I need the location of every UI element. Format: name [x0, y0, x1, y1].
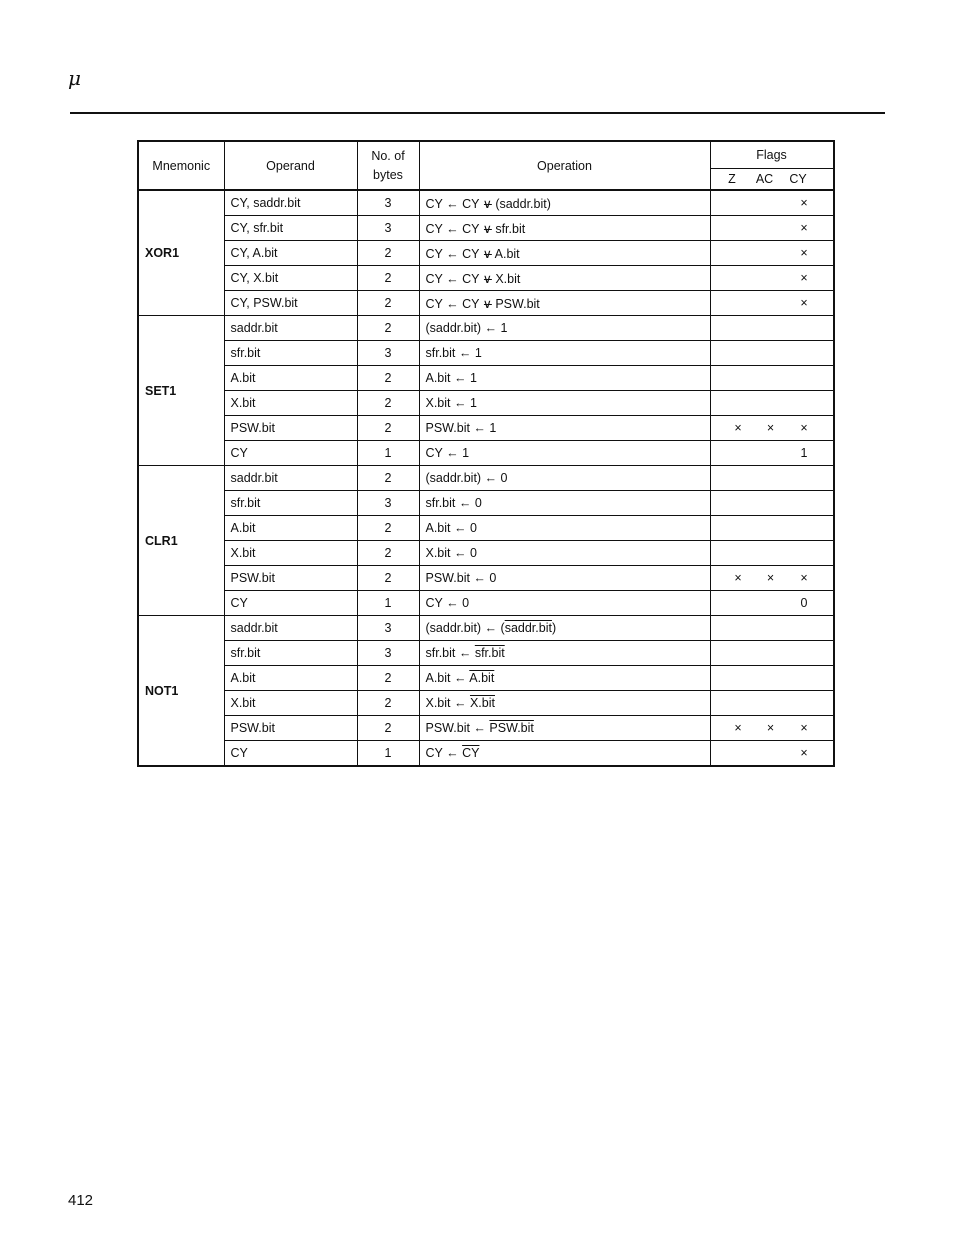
bytes-cell: 1 — [357, 741, 419, 767]
bytes-cell: 1 — [357, 441, 419, 466]
flag-ac — [760, 221, 782, 235]
flag-z: × — [734, 571, 742, 585]
bytes-cell: 2 — [357, 366, 419, 391]
operand-cell: PSW.bit — [224, 416, 357, 441]
flag-cy: × — [800, 246, 808, 260]
bytes-cell: 2 — [357, 691, 419, 716]
operation-cell — [419, 591, 710, 616]
table-row — [138, 190, 834, 216]
operation-text: (saddr.bit) ← 1 — [425, 321, 508, 335]
operand-cell: CY — [224, 741, 357, 767]
flag-ac — [760, 246, 782, 260]
operation-text: CY ← CY ∨̶ PSW.bit — [425, 296, 540, 311]
operand-cell: CY, X.bit — [224, 266, 357, 291]
table-row — [138, 641, 834, 666]
flag-z — [717, 246, 760, 260]
operation-cell — [419, 666, 710, 691]
flag-z — [717, 296, 760, 310]
table-row — [138, 291, 834, 316]
flags-cell — [710, 216, 834, 241]
flag-z — [717, 271, 760, 285]
operation-cell — [419, 366, 710, 391]
table-row — [138, 341, 834, 366]
bytes-cell: 2 — [357, 266, 419, 291]
operand-cell: A.bit — [224, 516, 357, 541]
header-bytes-line2: bytes — [373, 167, 403, 182]
operand-cell: X.bit — [224, 391, 357, 416]
table-row — [138, 366, 834, 391]
flag-cy: 1 — [800, 446, 808, 460]
operation-complement: A.bit — [469, 671, 495, 685]
flag-values — [717, 446, 827, 460]
operation-text: (saddr.bit) ← ( — [425, 621, 505, 635]
operand-cell: CY, saddr.bit — [224, 190, 357, 216]
flag-ac — [760, 746, 782, 760]
flags-cell — [710, 666, 834, 691]
header-bytes — [357, 141, 419, 190]
header-operation: Operation — [419, 141, 710, 190]
mnemonic-cell: CLR1 — [138, 466, 224, 616]
operation-cell — [419, 641, 710, 666]
flag-z — [717, 196, 760, 210]
bytes-cell: 2 — [357, 541, 419, 566]
flag-cy: × — [800, 221, 808, 235]
instruction-table — [137, 140, 835, 767]
flags-cell — [710, 466, 834, 491]
operation-cell — [419, 266, 710, 291]
header-flag-z: Z — [728, 172, 736, 186]
flag-values — [717, 596, 827, 610]
operand-cell: sfr.bit — [224, 341, 357, 366]
operation-cell — [419, 741, 710, 767]
page-number: 412 — [68, 1192, 94, 1209]
flags-cell — [710, 391, 834, 416]
flag-ac — [760, 296, 782, 310]
operand-cell: X.bit — [224, 541, 357, 566]
instruction-table-body — [138, 190, 834, 766]
operation-text: CY ← 0 — [425, 596, 470, 610]
table-row — [138, 416, 834, 441]
table-row — [138, 591, 834, 616]
operation-cell — [419, 216, 710, 241]
flags-cell — [710, 641, 834, 666]
operation-cell — [419, 241, 710, 266]
table-row — [138, 316, 834, 341]
flag-z: × — [734, 421, 742, 435]
table-row — [138, 441, 834, 466]
bytes-cell: 2 — [357, 416, 419, 441]
bytes-cell: 2 — [357, 466, 419, 491]
flag-z — [717, 221, 760, 235]
operation-cell — [419, 466, 710, 491]
flags-cell — [710, 316, 834, 341]
operand-cell: A.bit — [224, 366, 357, 391]
operation-cell — [419, 691, 710, 716]
operation-cell — [419, 491, 710, 516]
operation-cell — [419, 541, 710, 566]
flag-values — [717, 746, 827, 760]
flag-z — [717, 596, 760, 610]
mnemonic-cell: SET1 — [138, 316, 224, 466]
operation-text: CY ← CY ∨̶ sfr.bit — [425, 221, 526, 236]
flags-cell — [710, 441, 834, 466]
flag-cy: × — [800, 196, 808, 210]
table-row — [138, 266, 834, 291]
flag-ac — [760, 596, 782, 610]
flag-ac: × — [766, 721, 775, 735]
bytes-cell: 2 — [357, 391, 419, 416]
table-row — [138, 391, 834, 416]
bytes-cell: 2 — [357, 241, 419, 266]
table-row — [138, 466, 834, 491]
operation-complement: X.bit — [469, 696, 495, 710]
operand-cell: CY, sfr.bit — [224, 216, 357, 241]
operation-text: X.bit ← 1 — [425, 396, 477, 410]
table-row — [138, 541, 834, 566]
operation-text: CY ← CY ∨̶ A.bit — [425, 246, 520, 261]
operation-text: PSW.bit ← 0 — [425, 571, 497, 585]
operation-text: CY ← CY ∨̶ X.bit — [425, 271, 521, 286]
flags-cell — [710, 366, 834, 391]
operation-text: X.bit ← 0 — [425, 546, 477, 560]
flag-values — [717, 296, 827, 310]
flags-cell — [710, 741, 834, 767]
operation-text: A.bit ← 0 — [425, 521, 477, 535]
operation-cell — [419, 190, 710, 216]
micro-symbol: μ — [68, 66, 81, 90]
bytes-cell: 2 — [357, 516, 419, 541]
flags-cell — [710, 566, 834, 591]
flag-values — [717, 571, 827, 585]
flag-cy: × — [800, 571, 808, 585]
operation-text: PSW.bit ← 1 — [425, 421, 497, 435]
operation-suffix: ) — [551, 621, 557, 635]
flag-ac — [760, 446, 782, 460]
bytes-cell: 1 — [357, 591, 419, 616]
flags-cell — [710, 341, 834, 366]
header-flag-columns — [710, 169, 834, 191]
operand-cell: CY, A.bit — [224, 241, 357, 266]
flag-z — [717, 746, 760, 760]
mnemonic-cell: NOT1 — [138, 616, 224, 767]
bytes-cell: 2 — [357, 716, 419, 741]
bytes-cell: 2 — [357, 666, 419, 691]
flag-values — [717, 246, 827, 260]
operation-text: PSW.bit ← — [425, 721, 490, 735]
header-operand: Operand — [224, 141, 357, 190]
operation-cell — [419, 391, 710, 416]
operation-text: CY ← CY ∨̶ (saddr.bit) — [425, 196, 551, 211]
operation-text: CY ← — [425, 746, 463, 760]
flag-z — [717, 446, 760, 460]
bytes-cell: 3 — [357, 491, 419, 516]
operand-cell: X.bit — [224, 691, 357, 716]
bytes-cell: 2 — [357, 291, 419, 316]
operand-cell: saddr.bit — [224, 616, 357, 641]
flag-values — [717, 421, 827, 435]
operation-text: A.bit ← — [425, 671, 470, 685]
header-flags: Flags — [710, 141, 834, 169]
header-bytes-line1: No. of — [371, 148, 405, 163]
flag-cy: × — [800, 721, 808, 735]
flags-cell — [710, 241, 834, 266]
header-flag-cy: CY — [789, 172, 807, 186]
flag-cy: × — [800, 421, 808, 435]
flag-ac — [760, 196, 782, 210]
operation-text: X.bit ← — [425, 696, 470, 710]
table-row — [138, 491, 834, 516]
flag-ac: × — [766, 571, 775, 585]
operand-cell: sfr.bit — [224, 641, 357, 666]
flags-cell — [710, 691, 834, 716]
operand-cell: saddr.bit — [224, 316, 357, 341]
flags-cell — [710, 190, 834, 216]
flag-values — [717, 221, 827, 235]
mnemonic-cell: XOR1 — [138, 190, 224, 316]
flag-z: × — [734, 721, 742, 735]
operation-complement: sfr.bit — [474, 646, 505, 660]
operation-complement: PSW.bit — [489, 721, 534, 735]
flag-cy: × — [800, 296, 808, 310]
operation-text: A.bit ← 1 — [425, 371, 477, 385]
flag-ac: × — [766, 421, 775, 435]
bytes-cell: 3 — [357, 341, 419, 366]
operation-text: CY ← 1 — [425, 446, 470, 460]
bytes-cell: 3 — [357, 641, 419, 666]
flag-cy: × — [800, 746, 808, 760]
bytes-cell: 3 — [357, 616, 419, 641]
table-row — [138, 616, 834, 641]
flags-cell — [710, 266, 834, 291]
operand-cell: saddr.bit — [224, 466, 357, 491]
table-row — [138, 741, 834, 767]
flags-cell — [710, 491, 834, 516]
table-row — [138, 566, 834, 591]
table-row — [138, 716, 834, 741]
bytes-cell: 3 — [357, 190, 419, 216]
operand-cell: PSW.bit — [224, 716, 357, 741]
flag-cy: × — [800, 271, 808, 285]
operation-cell — [419, 516, 710, 541]
flag-values — [717, 196, 827, 210]
header-mnemonic: Mnemonic — [138, 141, 224, 190]
flag-ac — [760, 271, 782, 285]
table-row — [138, 666, 834, 691]
operation-cell — [419, 441, 710, 466]
flags-cell — [710, 716, 834, 741]
flags-cell — [710, 541, 834, 566]
table-row — [138, 216, 834, 241]
header-rule — [70, 112, 885, 114]
operand-cell: PSW.bit — [224, 566, 357, 591]
operation-cell — [419, 416, 710, 441]
flag-values — [717, 271, 827, 285]
table-row — [138, 691, 834, 716]
bytes-cell: 3 — [357, 216, 419, 241]
flag-cy: 0 — [800, 596, 808, 610]
operation-text: sfr.bit ← — [425, 646, 475, 660]
operation-cell — [419, 566, 710, 591]
table-row — [138, 516, 834, 541]
bytes-cell: 2 — [357, 316, 419, 341]
operation-text: sfr.bit ← 1 — [425, 346, 482, 360]
operand-cell: CY — [224, 441, 357, 466]
flag-values — [717, 721, 827, 735]
flags-cell — [710, 416, 834, 441]
operation-cell — [419, 316, 710, 341]
operation-text: sfr.bit ← 0 — [425, 496, 482, 510]
operation-cell — [419, 341, 710, 366]
operation-cell — [419, 616, 710, 641]
bytes-cell: 2 — [357, 566, 419, 591]
operation-cell — [419, 716, 710, 741]
header-flag-ac: AC — [755, 172, 774, 186]
flags-cell — [710, 516, 834, 541]
operand-cell: CY, PSW.bit — [224, 291, 357, 316]
flags-cell — [710, 291, 834, 316]
operation-text: (saddr.bit) ← 0 — [425, 471, 508, 485]
operation-complement: saddr.bit — [504, 621, 552, 635]
operation-cell — [419, 291, 710, 316]
operand-cell: A.bit — [224, 666, 357, 691]
operand-cell: sfr.bit — [224, 491, 357, 516]
flags-cell — [710, 591, 834, 616]
flags-cell — [710, 616, 834, 641]
table-row — [138, 241, 834, 266]
operation-complement: $\overline{CY}$ — [462, 746, 480, 760]
operand-cell: CY — [224, 591, 357, 616]
